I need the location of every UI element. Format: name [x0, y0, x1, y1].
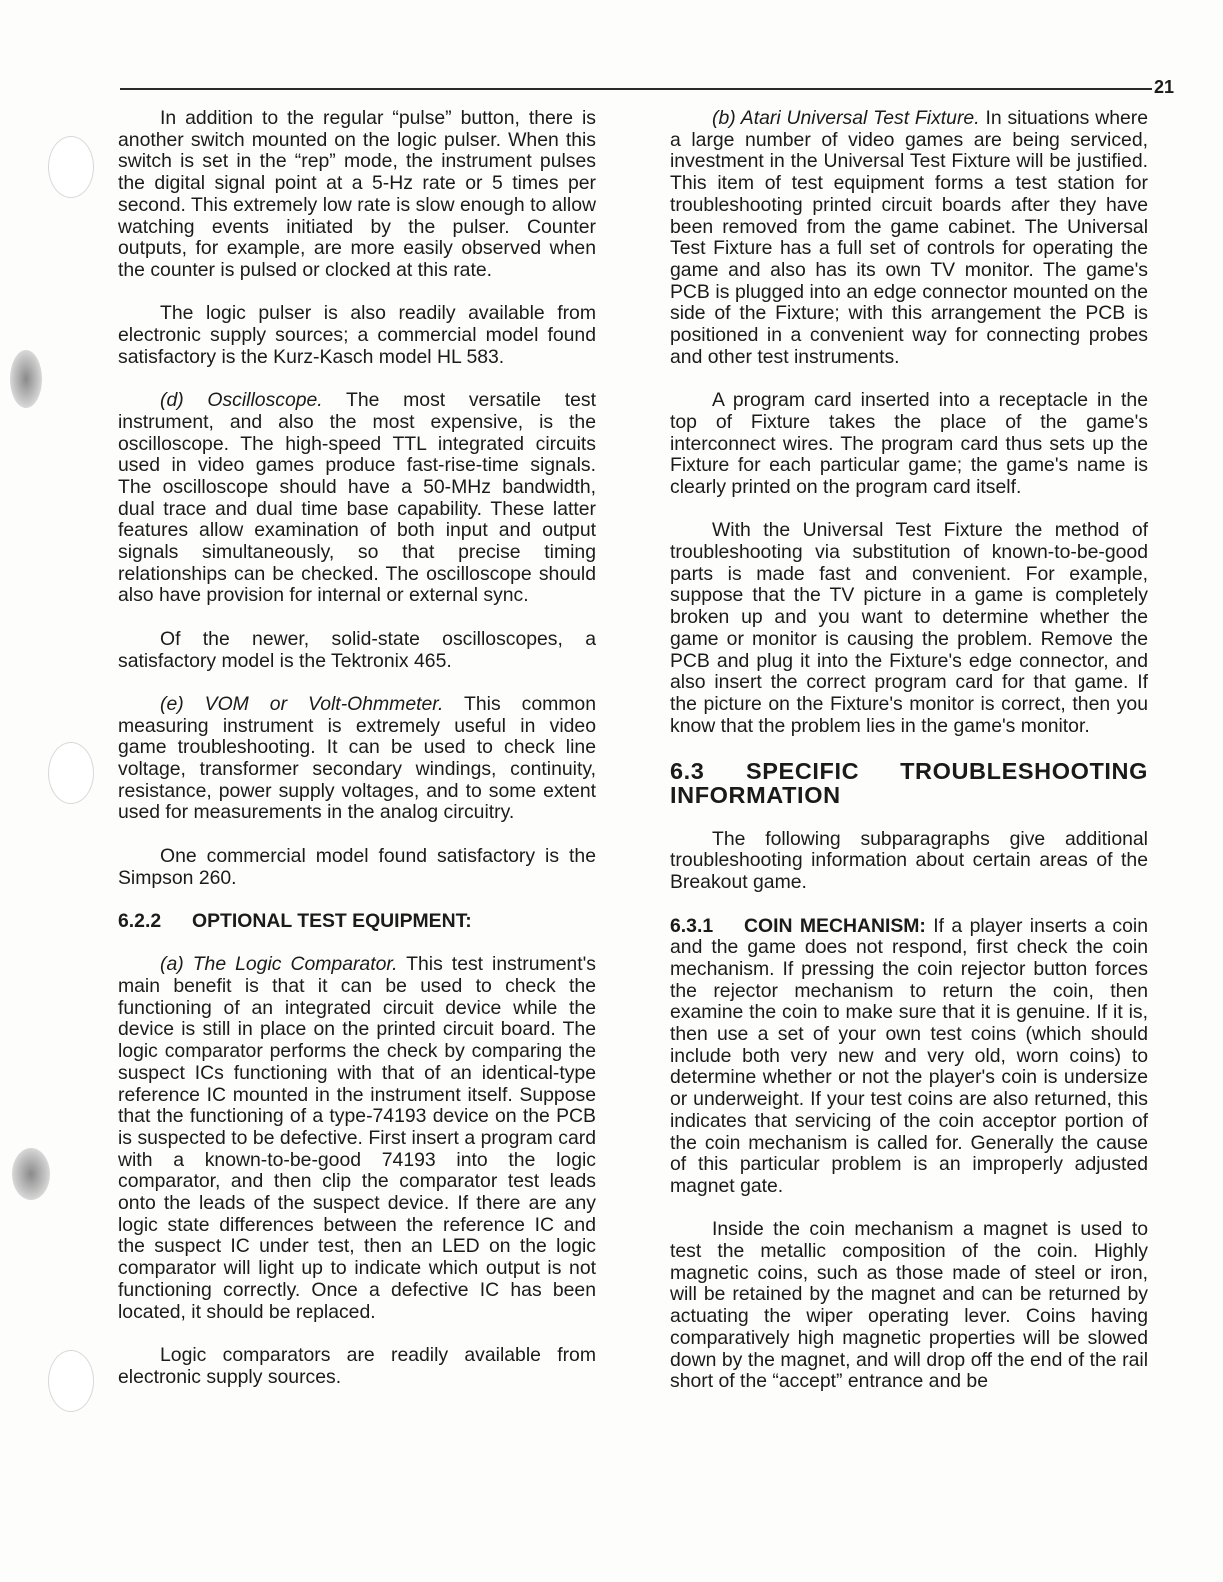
header-rule [120, 88, 1152, 90]
paragraph: With the Universal Test Fixture the method of troubleshooting via substitution of known-to-be-good parts is made fast and convenient. For example, suppose that the TV picture in a game is completely broken up and you want to determine whether the game or monitor is causing the problem. Remove the PCB and plug it into the Fixture's edge connector, and also insert the correct program card for that game. If the picture on the Fixture's monitor is correct, then you know that the problem lies in the game's monitor. [670, 519, 1148, 737]
paragraph: One commercial model found satisfactory is the Simpson 260. [118, 844, 596, 889]
subheading-number: 6.3.1 [670, 914, 714, 937]
subheading-title: COIN MECHANISM: [744, 914, 926, 937]
paragraph: The following subparagraphs give additional troubleshooting information about certain areas of the Breakout game. [670, 827, 1148, 894]
right-column [670, 108, 1148, 1393]
paragraph: The logic pulser is also readily available from electronic supply sources; a commercial model found satisfactory is the Kurz-Kasch model HL 583. [118, 302, 596, 368]
paragraph: (a) The Logic Comparator. This test instrument's main benefit is that it can be used to check the functioning of an integrated circuit device while the device is still in place on the printed circuit board. The logic comparator performs the check by comparing the suspect ICs functioning with that of an identical-type reference IC mounted in the instrument itself. Suppose that the functioning of a type-74193 device on the PCB is suspected to be defective. First insert a program card with a known-to-be-good 74193 into the logic comparator, and then clip the comparator test leads onto the leads of the suspect device. If there are any logic state differences between the reference IC and the suspect IC under test, then an LED on the logic comparator will light up to indicate which output is not functioning correctly. Once a defective IC has been located, it should be replaced. [118, 953, 596, 1323]
section-title: SPECIFIC TROUBLESHOOTING INFORMATION [670, 758, 1148, 809]
section-number: 6.3 [670, 758, 705, 785]
binder-hole-bottom [48, 1350, 94, 1412]
subheading-number: 6.2.2 [118, 909, 162, 932]
paragraph: In addition to the regular “pulse” button, there is another switch mounted on the logic pulser. When this switch is set in the “rep” mode, the instrument pulses the digital signal point at a 5-Hz rate or 5 times per second. This extremely low rate is slow enough to allow watching events initiated by the pulser. Counter outputs, for example, are more easily observed when the counter is pulsed or clocked at this rate. [118, 107, 596, 281]
paragraph: Of the newer, solid-state oscilloscopes, a satisfactory model is the Tektronix 465. [118, 627, 596, 672]
paragraph-lead: (d) Oscilloscope. [160, 389, 323, 412]
binder-hole-top [48, 136, 94, 198]
subheading-title: OPTIONAL TEST EQUIPMENT: [192, 909, 472, 932]
paragraph: 6.3.1 COIN MECHANISM: If a player inserts a coin and the game does not respond, first check the coin mechanism. If pressing the coin rejector button forces the rejector mechanism to return the coin, then examine the coin to make sure that it is genuine. If it is, then use a set of your own test coins (which should include both very new and very old, worn coins) to determine whether or not the player's coin is undersize or underweight. If your test coins are also returned, this indicates that servicing of the coin acceptor portion of the coin mechanism is called for. Generally the cause of this particular problem is an improperly adjusted magnet gate. [670, 914, 1149, 1197]
section-heading [670, 759, 1148, 807]
binder-hole-middle [48, 742, 94, 804]
paragraph: Logic comparators are readily available from electronic supply sources. [118, 1343, 596, 1388]
inline-subheading [670, 915, 926, 937]
paragraph: Inside the coin mechanism a magnet is used to test the metallic composition of the coin. Highly magnetic coins, such as those made of steel or iron, will be retained by the magnet and can be returned by actuating the wiper operating lever. Coins having comparatively high magnetic properties will be slowed down by the magnet, and will drop off the end of the rail short of the “accept” entrance and be [670, 1218, 1148, 1393]
paragraph: (e) VOM or Volt-Ohmmeter. This common measuring instrument is extremely useful in video game troubleshooting. It can be used to check line voltage, transformer secondary windings, continuity, resistance, power supply voltages, and to some extent used for measurements in the analog circuitry. [118, 692, 596, 824]
paragraph-lead: (e) VOM or Volt-Ohmmeter. [160, 692, 444, 715]
paragraph: A program card inserted into a receptacle in the top of Fixture takes the place of the game's interconnect wires. The program card thus sets up the Fixture for each particular game; the game's name is clearly printed on the program card itself. [670, 389, 1148, 498]
paragraph-lead: (a) The Logic Comparator. [160, 953, 398, 976]
scan-smudge [10, 350, 42, 408]
paragraph-lead: (b) Atari Universal Test Fixture. [712, 107, 980, 129]
scan-smudge [12, 1148, 50, 1200]
left-column [118, 108, 596, 1388]
paragraph: (d) Oscilloscope. The most versatile test instrument, and also the most expensive, is the oscilloscope. The high-speed TTL integrated circuits used in video games produce fast-rise-time signals. The oscilloscope should have a 50-MHz bandwidth, dual trace and dual time base capability. These latter features allow examination of both input and output signals simultaneously, so that precise timing relationships can be checked. The oscilloscope should also have provision for internal or external sync. [118, 389, 596, 607]
paragraph: (b) Atari Universal Test Fixture. In situations where a large number of video games are being serviced, investment in the Universal Test Fixture will be justified. This item of test equipment forms a test station for troubleshooting printed circuit boards after they have been removed from the game cabinet. The Universal Test Fixture has a full set of controls for operating the game and also has its own TV monitor. The game's PCB is plugged into an edge connector mounted on the side of the Fixture; with this arrangement the PCB is positioned in a convenient way for connecting probes and other test instruments. [670, 107, 1149, 368]
page-number: 21 [1154, 77, 1175, 97]
subheading [118, 911, 596, 933]
